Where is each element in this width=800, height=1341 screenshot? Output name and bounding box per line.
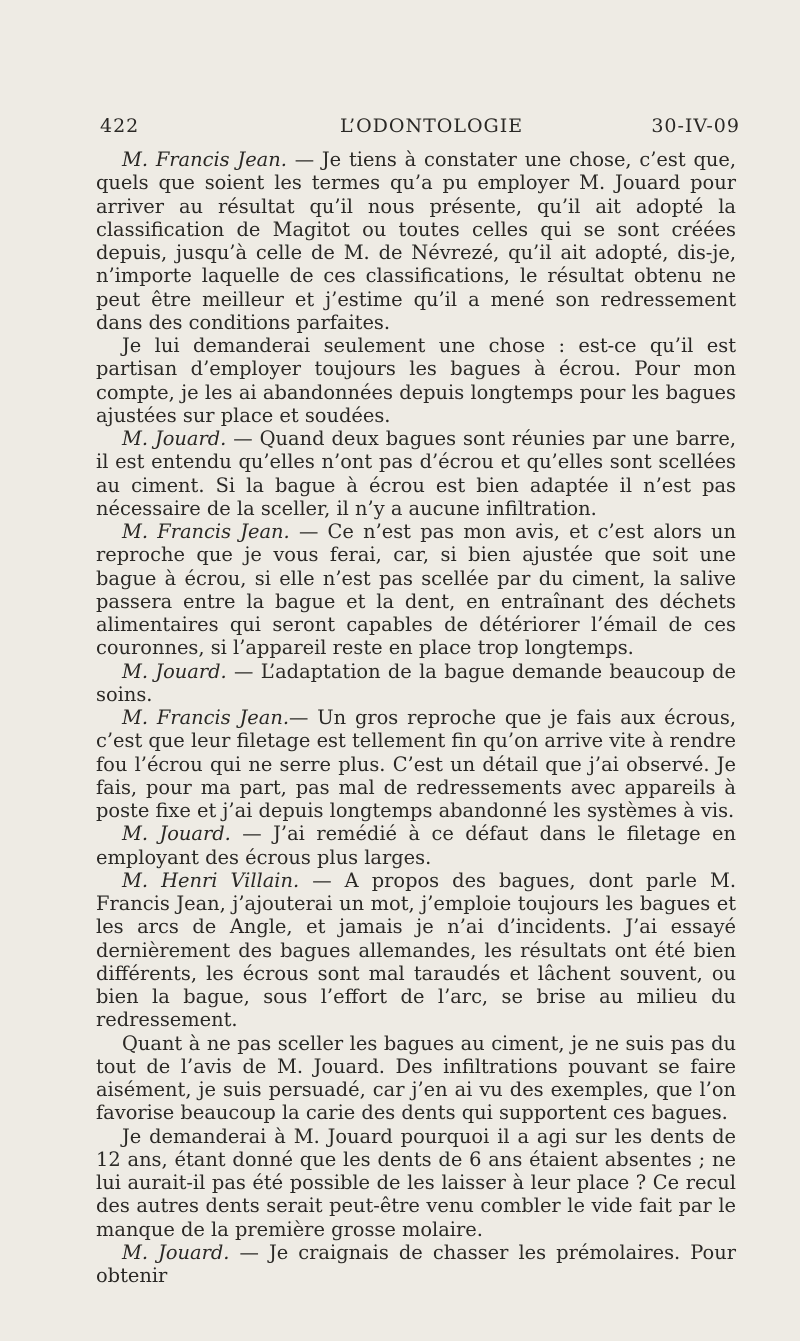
paragraph [96, 660, 736, 707]
paragraph [96, 427, 736, 520]
paragraph-text: Je demanderai à M. Jouard pourquoi il a agi sur les dents de 12 ans, étant donné que les dents de 6 ans étaient absentes ; ne lui aurait-il pas été possible de les laisser à leur place ? Ce recul des autres dents serait peut-être venu combler le vide fait par le manque de la première grosse molaire. [96, 1124, 736, 1241]
paragraph [96, 334, 736, 427]
speaker-name: M. Jouard. [122, 1240, 230, 1264]
journal-title: L’ODONTOLOGIE [340, 115, 524, 137]
paragraph [96, 1032, 736, 1125]
paragraph-text: — Je tiens à constater une chose, c’est que, quels que soient les termes qu’a pu employer M. Jouard pour arriver au résultat qu’il nous présente, qu’il ait adopté la classification de Magitot ou toutes celles qui se sont créées depuis, jusqu’à celle de M. de Névrezé, qu’il ait adopté, dis-je, n’importe laquelle de ces classifications, le résultat obtenu ne peut être meilleur et j’estime qu’il a mené son redressement dans des conditions parfaites. [96, 148, 736, 334]
paragraph [96, 822, 736, 869]
paragraph-text: — A propos des bagues, dont parle M. Francis Jean, j’ajouterai un mot, j’emploie toujours les bagues et les arcs de Angle, et jamais je n’ai d’incidents. J’ai essayé dernièrement des bagues allemandes, les résultats ont été bien différents, les écrous sont mal taraudés et lâchent souvent, ou bien la bague, sous l’effort de l’arc, se brise au milieu du redressement. [96, 868, 736, 1032]
paragraph [96, 520, 736, 660]
speaker-name: M. Jouard. [122, 822, 231, 846]
paragraph-text: — J’ai remédié à ce défaut dans le filetage en employant des écrous plus larges. [96, 822, 736, 869]
running-head [100, 115, 740, 143]
paragraph-text: — Quand deux bagues sont réunies par une barre, il est entendu qu’elles n’ont pas d’écrou et qu’elles sont scellées au ciment. Si la bague à écrou est bien adaptée il n’est pas nécessaire de la sceller, il n’y a aucune infiltration. [96, 427, 736, 520]
paragraph-text: Je lui demanderai seulement une chose : est-ce qu’il est partisan d’employer toujours les bagues à écrou. Pour mon compte, je les ai abandonnées depuis longtemps pour les bagues ajustées sur place et soudées. [96, 334, 736, 427]
speaker-name: M. Francis Jean. [122, 706, 289, 729]
paragraph [96, 869, 736, 1032]
paragraph [96, 1125, 736, 1241]
paragraph-text: — Un gros reproche que je fais aux écrous, c’est que leur filetage est tellement fin qu’on arrive vite à rendre fou l’écrou qui ne serre plus. C’est un détail que j’ai observé. Je fais, pour ma part, pas mal de redressements avec appareils à poste fixe et j’ai depuis longtemps abandonné les systèmes à vis. [96, 706, 736, 822]
page-number: 422 [100, 115, 140, 137]
paragraph-text: — Je craignais de chasser les prémolaires. Pour obtenir [96, 1240, 736, 1287]
speaker-name: M. Henri Villain. [122, 868, 300, 892]
speaker-name: M. Francis Jean. [122, 148, 287, 171]
issue-date: 30-IV-09 [651, 115, 740, 137]
speaker-name: M. Jouard. [122, 659, 227, 683]
paragraph-text: Quant à ne pas sceller les bagues au ciment, je ne suis pas du tout de l’avis de M. Jouard. Des infiltrations pouvant se faire aisément, je suis persuadé, car j’en ai vu des exemples, que l’on favorise beaucoup la carie des dents qui supportent ces bagues. [96, 1031, 736, 1125]
speaker-name: M. Francis Jean. [122, 520, 290, 543]
paragraph [96, 706, 736, 822]
paragraph-text: — Ce n’est pas mon avis, et c’est alors un reproche que je vous ferai, car, si bien ajustée que soit une bague à écrou, si elle n’est pas scellée par du ciment, la salive passera entre la bague et la dent, en entraînant des déchets alimentaires qui seront capables de détériorer l’émail de ces couronnes, si l’appareil reste en place trop longtemps. [96, 520, 736, 660]
speaker-name: M. Jouard. [122, 427, 227, 450]
body-text [96, 148, 736, 1287]
paragraph [96, 148, 736, 334]
paragraph-text: — L’adaptation de la bague demande beaucoup de soins. [96, 659, 736, 706]
paragraph [96, 1241, 736, 1288]
